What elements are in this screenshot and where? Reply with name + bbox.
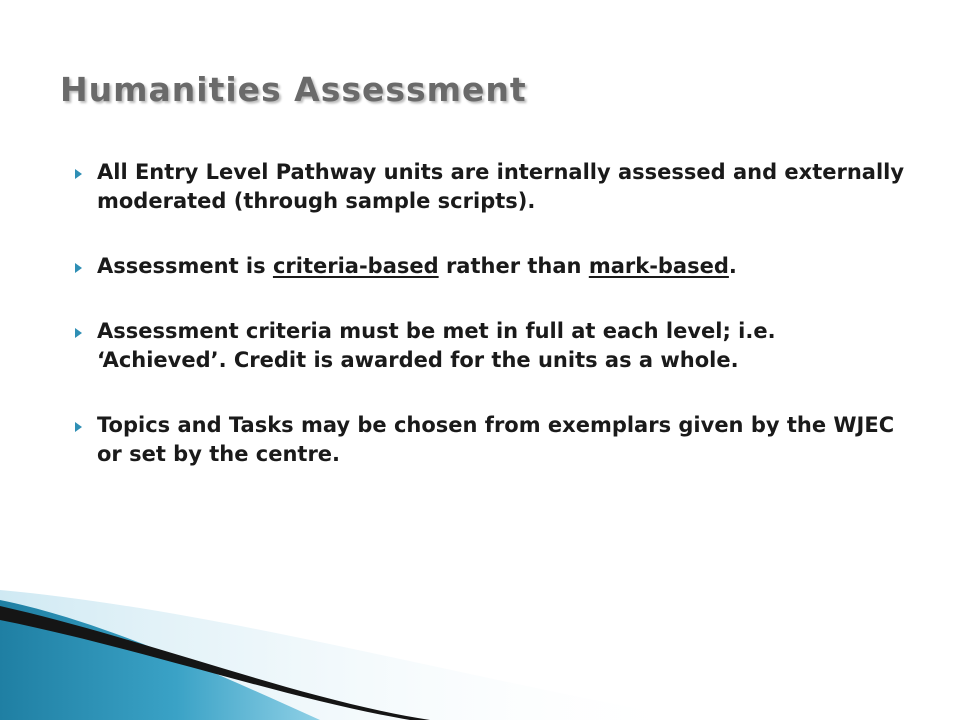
slide-title: Humanities Assessment <box>60 70 527 109</box>
bullet-item <box>75 158 905 216</box>
bullet-list <box>75 158 905 505</box>
bullet-text: All Entry Level Pathway units are internally assessed and externally moderated (through sample scripts). <box>97 160 905 213</box>
bullet-item <box>75 317 905 375</box>
bullet-text: Assessment criteria must be met in full at each level; i.e. ‘Achieved’. Credit is awarded for the units as a whole. <box>97 319 776 372</box>
right-triangle-icon <box>75 169 82 179</box>
underlined-term: criteria-based <box>272 254 439 278</box>
bullet-text-segment: rather than <box>438 254 589 278</box>
bullet-text: Topics and Tasks may be chosen from exemplars given by the WJEC or set by the centre. <box>97 413 895 466</box>
bullet-item <box>75 252 905 281</box>
right-triangle-icon <box>75 328 82 338</box>
underlined-term: mark-based <box>588 254 729 278</box>
right-triangle-icon <box>75 263 82 273</box>
right-triangle-icon <box>75 422 82 432</box>
bullet-item <box>75 411 905 469</box>
bullet-text-segment: . <box>728 254 737 278</box>
bullet-text-segment: Assessment is <box>97 254 273 278</box>
